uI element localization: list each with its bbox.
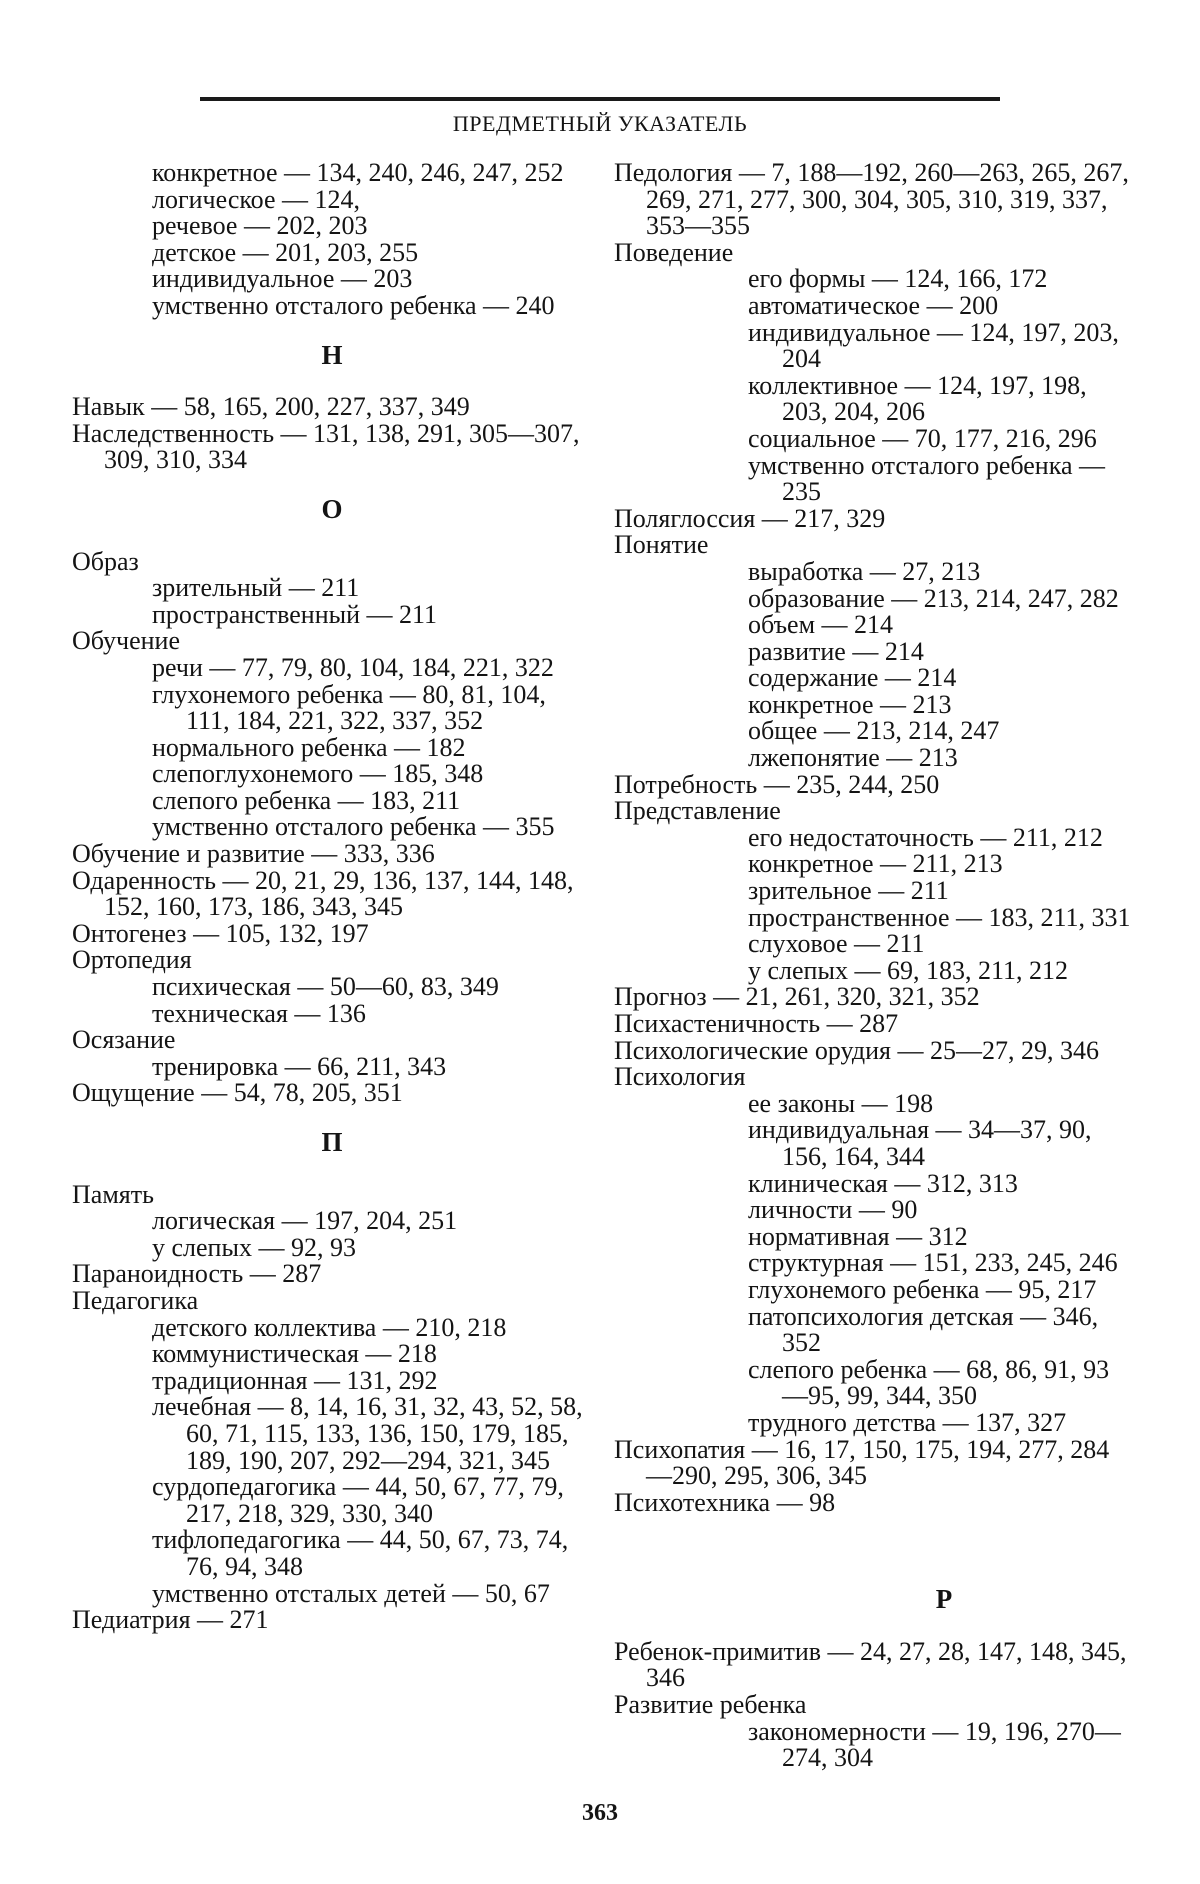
index-entry: Память [72,1179,154,1209]
index-entry: Ребенок-примитив — 24, 27, 28, 147, 148, 345, 346 [614,1636,1127,1693]
index-subentry: слепоглухонемого — 185, 348 [152,759,484,789]
index-subentry: логическое — 124, [152,184,361,214]
section-spacer [614,1516,1134,1564]
index-subentry: пространственный — 211 [152,599,438,629]
index-subentry: индивидуальное — 203 [152,264,413,294]
index-subentry: развитие — 214 [748,636,924,666]
index-entry: Поляглоссия — 217, 329 [614,503,886,533]
index-column-left [72,160,592,1634]
index-entry: Поведение [614,237,734,267]
index-entry: Педиатрия — 271 [72,1605,269,1635]
index-entry: Психастеничность — 287 [614,1009,899,1038]
index-entry: Одаренность — 20, 21, 29, 136, 137, 144, 148, 152, 160, 173, 186, 343, 345 [72,865,574,922]
index-subentry: коммунистическая — 218 [152,1339,437,1369]
index-subentry: техническая — 136 [152,998,366,1028]
index-subentry: образование — 213, 214, 247, 282 [748,583,1119,613]
index-subentry: слуховое — 211 [748,929,925,959]
index-subentry: слепого ребенка — 183, 211 [152,785,461,815]
index-entry: Психологические орудия — 25—27, 29, 346 [614,1035,1099,1065]
index-subentry: детское — 201, 203, 255 [152,237,419,267]
index-subentry: личности — 90 [748,1195,918,1225]
section-letter: Н [321,339,343,370]
index-subentry: трудного детства — 137, 327 [748,1407,1067,1437]
index-subentry: его недостаточность — 211, 212 [748,822,1103,852]
index-subentry: его формы — 124, 166, 172 [748,264,1048,294]
index-subentry: индивидуальное — 124, 197, 203, 204 [748,317,1119,374]
index-subentry: тифлопедагогика — 44, 50, 67, 73, 74, 76, 94, 348 [152,1525,569,1581]
index-subentry: зрительное — 211 [748,876,949,906]
index-entry: Понятие [614,530,709,560]
index-subentry: нормального ребенка — 182 [152,732,466,762]
section-letter: Р [935,1584,953,1615]
index-subentry: у слепых — 92, 93 [152,1232,356,1262]
index-subentry: конкретное — 211, 213 [748,849,1003,879]
index-subentry: психическая — 50—60, 83, 349 [152,972,499,1002]
index-subentry: лжепонятие — 213 [748,743,958,773]
index-entry: Ощущение — 54, 78, 205, 351 [72,1078,403,1108]
index-entry: Наследственность — 131, 138, 291, 305—307, 309, 310, 334 [72,418,580,475]
index-subentry: конкретное — 213 [748,689,952,719]
index-entry: Параноидность — 287 [72,1259,322,1289]
index-subentry: глухонемого ребенка — 80, 81, 104, 111, 184, 221, 322, 337, 352 [152,679,546,736]
index-subentry: закономерности — 19, 196, 270—274, 304 [748,1716,1121,1773]
index-subentry: глухонемого ребенка — 95, 217 [748,1274,1097,1304]
index-entry: Потребность — 235, 244, 250 [614,769,940,799]
index-entry: Обучение и развитие — 333, 336 [72,839,435,869]
index-entry: Педология — 7, 188—192, 260—263, 265, 267, 269, 271, 277, 300, 304, 305, 310, 319, 337, 353—355 [614,158,1129,241]
index-subentry: традиционная — 131, 292 [152,1365,438,1395]
index-subentry: общее — 213, 214, 247 [748,716,1000,746]
index-entry: Педагогика [72,1285,199,1315]
index-subentry: умственно отсталых детей — 50, 67 [152,1578,550,1608]
index-entry: Психопатия — 16, 17, 150, 175, 194, 277, 284—290, 295, 306, 345 [614,1434,1110,1491]
header-rule [200,97,1000,101]
index-column-right [614,160,1134,1772]
index-subentry: ее законы — 198 [748,1088,934,1118]
index-subentry: слепого ребенка — 68, 86, 91, 93—95, 99, 344, 350 [748,1354,1110,1411]
index-subentry: автоматическое — 200 [748,290,999,320]
index-subentry: сурдопедагогика — 44, 50, 67, 77, 79, 217, 218, 329, 330, 340 [152,1472,564,1528]
index-subentry: клиническая — 312, 313 [748,1168,1018,1198]
index-subentry: объем — 214 [748,610,894,640]
index-entry: Психология [614,1062,746,1092]
index-subentry: структурная — 151, 233, 245, 246 [748,1248,1118,1278]
index-subentry: зрительный — 211 [152,573,360,603]
index-subentry: содержание — 214 [748,663,957,693]
index-entry: Психотехника — 98 [614,1487,836,1517]
index-subentry: пространственное — 183, 211, 331 [748,902,1131,932]
index-entry: Осязание [72,1025,176,1055]
page-number: 363 [582,1800,618,1826]
index-subentry: коллективное — 124, 197, 198, 203, 204, 206 [748,370,1087,427]
section-letter: П [321,1127,343,1157]
index-subentry: социальное — 70, 177, 216, 296 [748,423,1097,453]
index-subentry: лечебная — 8, 14, 16, 31, 32, 43, 52, 58, 60, 71, 115, 133, 136, 150, 179, 185, 189, 190, 207, 292—294, 321, 345 [152,1392,583,1475]
index-entry: Обучение [72,626,180,656]
index-subentry: индивидуальная — 34—37, 90, 156, 164, 344 [748,1115,1092,1171]
index-subentry: умственно отсталого ребенка — 235 [748,450,1105,507]
page-header: ПРЕДМЕТНЫЙ УКАЗАТЕЛЬ [452,111,748,136]
index-subentry: речевое — 202, 203 [152,211,368,241]
index-subentry: логическая — 197, 204, 251 [152,1206,458,1236]
index-entry: Навык — 58, 165, 200, 227, 337, 349 [72,392,470,422]
index-entry: Прогноз — 21, 261, 320, 321, 352 [614,982,980,1012]
index-subentry: детского коллектива — 210, 218 [152,1312,507,1342]
index-entry: Развитие ребенка [614,1690,807,1720]
index-entry: Онтогенез — 105, 132, 197 [72,918,369,948]
index-entry: Образ [72,546,139,576]
index-subentry: конкретное — 134, 240, 246, 247, 252 [152,158,564,187]
index-subentry: у слепых — 69, 183, 211, 212 [748,955,1068,985]
index-entry: Ортопедия [72,945,192,975]
index-subentry: умственно отсталого ребенка — 240 [152,290,555,320]
index-entry: Представление [614,796,781,826]
index-subentry: выработка — 27, 213 [748,556,981,586]
index-subentry: речи — 77, 79, 80, 104, 184, 221, 322 [152,652,554,682]
index-subentry: патопсихология детская — 346, 352 [748,1301,1099,1358]
index-subentry: тренировка — 66, 211, 343 [152,1051,447,1081]
index-subentry: нормативная — 312 [748,1221,968,1251]
section-letter: О [321,493,343,524]
index-subentry: умственно отсталого ребенка — 355 [152,812,555,842]
